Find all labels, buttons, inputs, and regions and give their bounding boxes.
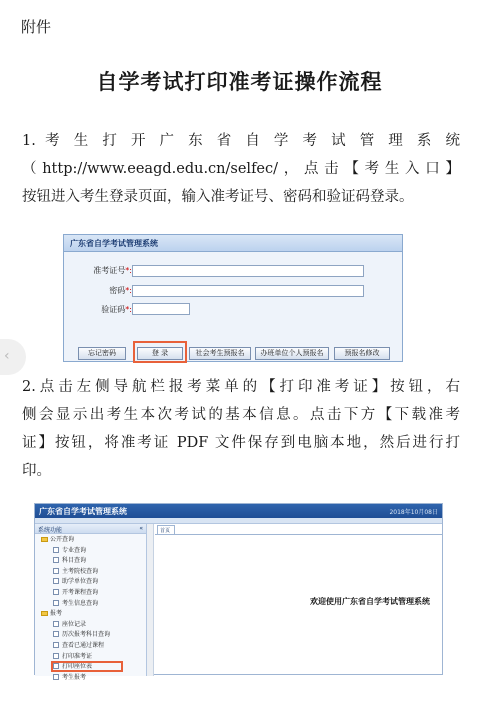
tree-label: 历次报考科目查询 (62, 631, 111, 639)
tree-label: 报考 (50, 610, 63, 618)
page-icon (53, 589, 59, 595)
login-screenshot (63, 234, 403, 362)
tree-node-register[interactable] (35, 609, 146, 620)
step2-paragraph (22, 373, 460, 485)
tree-label: 公开查询 (50, 536, 75, 543)
step1-line: （http://www.eeagd.edu.cn/selfec/，点击【考生入口】 (22, 161, 460, 177)
login-button[interactable]: 登 录 (137, 347, 183, 360)
captcha-row (80, 304, 132, 315)
tree-item[interactable] (35, 577, 146, 588)
forgot-password-button[interactable]: 忘记密码 (78, 347, 126, 360)
tree-item[interactable] (35, 567, 146, 578)
captcha-label: 验证码 (101, 305, 126, 314)
ticket-number-label: 准考证号 (93, 266, 126, 275)
login-header: 广东省自学考试管理系统 (64, 235, 402, 252)
page-icon (53, 642, 59, 648)
welcome-text: 欢迎使用广东省自学考试管理系统 (310, 597, 430, 606)
required-mark: *: (125, 286, 132, 295)
folder-icon (41, 537, 48, 542)
sidebar-scrollbar[interactable] (147, 524, 154, 676)
tree-label: 主考院校查询 (62, 567, 99, 575)
step1-line: 1. 考 生 打 开 广 东 省 自 学 考 试 管 理 系 统 (22, 133, 460, 149)
login-highlight-box (133, 341, 187, 363)
tree-item[interactable] (35, 556, 146, 567)
page-icon (53, 653, 59, 659)
tree-label: 打印座位表 (62, 663, 93, 671)
tree-item[interactable] (35, 620, 146, 631)
step1-paragraph (22, 127, 460, 211)
system-screenshot (34, 503, 443, 681)
system-date: 2018年10月08日 (389, 509, 438, 516)
collapse-icon[interactable]: « (139, 525, 143, 532)
page-back-tab[interactable] (0, 339, 26, 375)
tree-label: 科目查询 (62, 557, 87, 565)
page-icon (53, 631, 59, 637)
tree-item[interactable] (35, 546, 146, 557)
print-ticket-highlight-box (51, 661, 123, 672)
tree-label: 座位记录 (62, 620, 87, 628)
step2-line: 侧会显示出考生本次考试的基本信息。点击下方【下载准考 (22, 407, 460, 423)
tree-item[interactable] (35, 673, 146, 684)
prereg-modify-button[interactable]: 预报名修改 (334, 347, 390, 360)
captcha-input[interactable] (132, 303, 190, 315)
ticket-number-row (80, 265, 132, 276)
page-icon (53, 600, 59, 606)
tree-item[interactable] (35, 599, 146, 610)
step2-line: 证】按钮，将准考证 PDF 文件保存到电脑本地，然后进行打 (22, 435, 460, 451)
folder-icon (41, 611, 48, 616)
tree-label: 打印准考证 (62, 652, 93, 660)
page-icon (53, 578, 59, 584)
tree-node-public-query[interactable] (35, 535, 146, 546)
required-mark: *: (125, 266, 132, 275)
sidebar-title-bar (35, 524, 146, 534)
system-title: 广东省自学考试管理系统 (39, 507, 127, 516)
tree-label: 专业查询 (62, 546, 87, 554)
tree-item[interactable] (35, 630, 146, 641)
password-input[interactable] (132, 285, 364, 297)
tree-label: 开考课程查询 (62, 588, 99, 596)
page-icon (53, 674, 59, 680)
page-icon (53, 557, 59, 563)
page-icon (53, 621, 59, 627)
sidebar-title: 系统功能 (38, 527, 63, 534)
tree-item[interactable] (35, 588, 146, 599)
tab-home[interactable]: 首页 (157, 525, 175, 534)
attachment-label: 附件 (21, 18, 52, 36)
tree-label: 查看已通过课程 (62, 641, 105, 649)
step1-line: 按钮进入考生登录页面，输入准考证号、密码和验证码登录。 (22, 189, 414, 205)
password-label: 密码 (109, 286, 126, 295)
tree-label: 考生报考 (62, 673, 87, 681)
step2-line: 2.点击左侧导航栏报考菜单的【打印准考证】按钮，右 (22, 379, 460, 395)
page-icon (53, 568, 59, 574)
social-prereg-button[interactable]: 社会考生预报名 (189, 347, 251, 360)
chevron-left-icon: ‹ (4, 348, 10, 364)
ticket-number-input[interactable] (132, 265, 364, 277)
required-mark: *: (125, 305, 132, 314)
tree-label: 助学单位查询 (62, 578, 99, 586)
password-row (80, 285, 132, 296)
tree-item[interactable] (35, 641, 146, 652)
page-title: 自学考试打印准考证操作流程 (96, 69, 383, 94)
page-icon (53, 547, 59, 553)
tree-label: 考生信息查询 (62, 599, 99, 607)
tab-divider (155, 534, 442, 535)
system-title-bar (35, 504, 442, 518)
class-unit-prereg-button[interactable]: 办班单位个人预报名 (255, 347, 329, 360)
nav-sidebar (35, 524, 147, 681)
step2-line: 印。 (22, 463, 51, 479)
